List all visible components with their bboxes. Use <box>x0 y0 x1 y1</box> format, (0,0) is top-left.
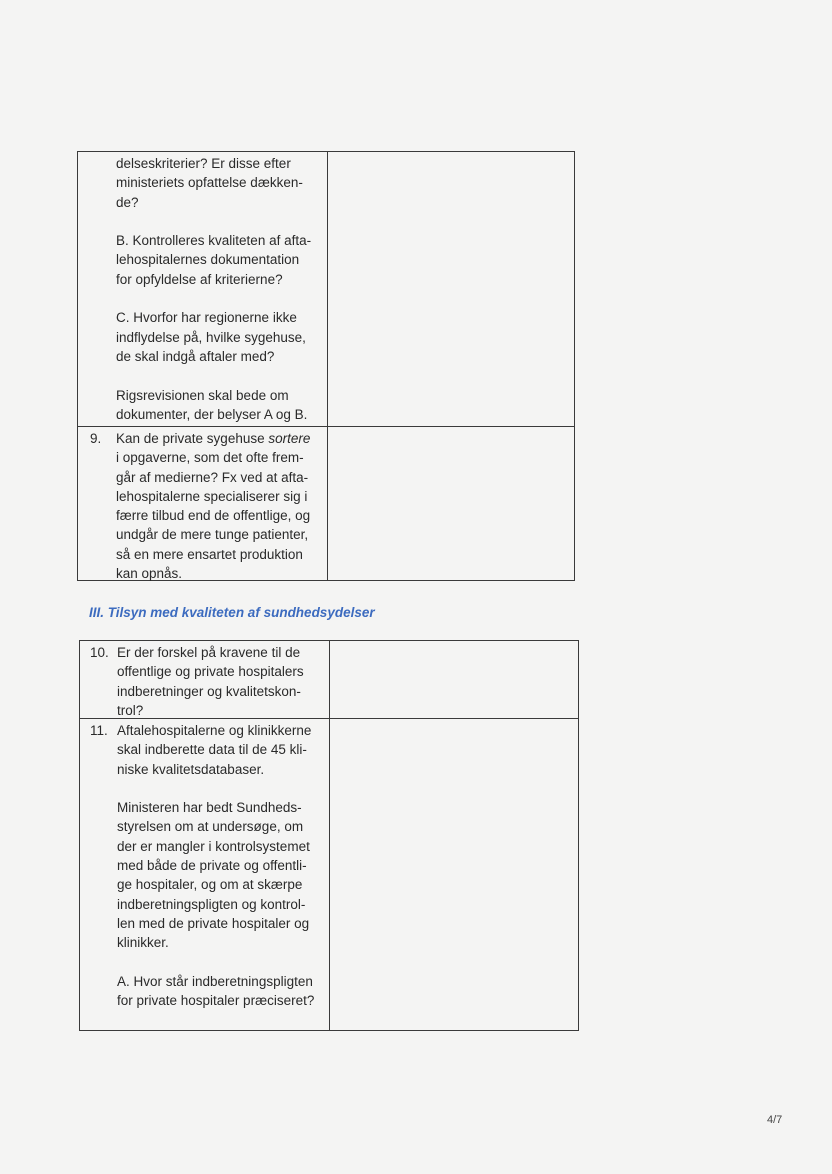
text-line: indflydelse på, hvilke sygehuse, <box>116 329 306 345</box>
text-line <box>116 429 336 448</box>
text-line: ge hospitaler, og om at skærpe <box>117 877 303 893</box>
text-line: styrelsen om at undersøge, om <box>117 819 304 835</box>
table-row-10 <box>80 641 578 718</box>
question-text-9 <box>116 429 336 583</box>
text-line: Er der forskel på kravene til de <box>117 645 301 660</box>
text-line: der er mangler i kontrolsystemet <box>117 838 310 854</box>
text-line: så en mere ensartet produktion <box>116 546 303 562</box>
text-line: de skal indgå aftaler med? <box>116 348 275 364</box>
text-line: lehospitalerne specialiserer sig i <box>116 488 308 504</box>
text-line: delseskriterier? Er disse efter <box>116 156 291 171</box>
table-row-11 <box>80 719 578 1031</box>
question-table-1 <box>77 151 575 581</box>
text-line: offentlige og private hospitalers <box>117 664 304 680</box>
text-fragment: Kan de private sygehuse <box>116 431 269 446</box>
text-line: kan opnås. <box>116 566 183 582</box>
text-line: A. Hvor står indberetningspligten <box>117 973 313 989</box>
text-line: i opgaverne, som det ofte frem- <box>116 450 304 466</box>
text-line: for opfyldelse af kriterierne? <box>116 271 283 287</box>
text-line: dokumenter, der belyser A og B. <box>116 406 308 422</box>
question-number: 11. <box>90 723 108 738</box>
text-line: færre tilbud end de offentlige, og <box>116 508 311 524</box>
text-line: Rigsrevisionen skal bede om <box>116 387 289 403</box>
question-text-continued <box>116 154 336 424</box>
question-number: 10. <box>90 645 109 660</box>
text-line: ministeriets opfattelse dækken- <box>116 175 303 191</box>
text-line: går af medierne? Fx ved at afta- <box>116 469 309 485</box>
text-line: med både de private og offentli- <box>117 858 307 874</box>
text-line: len med de private hospitaler og <box>117 915 310 931</box>
question-table-2 <box>79 640 579 1031</box>
text-line: Ministeren har bedt Sundheds- <box>117 800 302 816</box>
text-line: trol? <box>117 702 144 718</box>
text-line: B. Kontrolleres kvaliteten af afta- <box>116 233 312 249</box>
text-line: undgår de mere tunge patienter, <box>116 527 309 543</box>
text-line: indberetningspligten og kontrol- <box>117 896 306 912</box>
question-text-10 <box>117 643 337 720</box>
text-line: niske kvalitetsdatabaser. <box>117 761 265 777</box>
text-line: for private hospitaler præciseret? <box>117 993 315 1009</box>
text-line: C. Hvorfor har regionerne ikke <box>116 310 297 326</box>
text-line: de? <box>116 194 139 210</box>
emphasized-word: sortere <box>268 431 311 446</box>
table-row-continued <box>78 152 574 427</box>
section-heading: III. Tilsyn med kvaliteten af sundhedsydelser <box>89 605 375 620</box>
table-row-9 <box>78 427 574 581</box>
text-line: skal indberette data til de 45 kli- <box>117 742 307 758</box>
text-line: lehospitalernes dokumentation <box>116 252 300 268</box>
question-number: 9. <box>90 431 102 446</box>
question-text-11 <box>117 721 337 1010</box>
text-line: Aftalehospitalerne og klinikkerne <box>117 723 312 738</box>
page-number: 4/7 <box>767 1114 783 1126</box>
text-line: klinikker. <box>117 935 169 951</box>
text-line: indberetninger og kvalitetskon- <box>117 683 301 699</box>
